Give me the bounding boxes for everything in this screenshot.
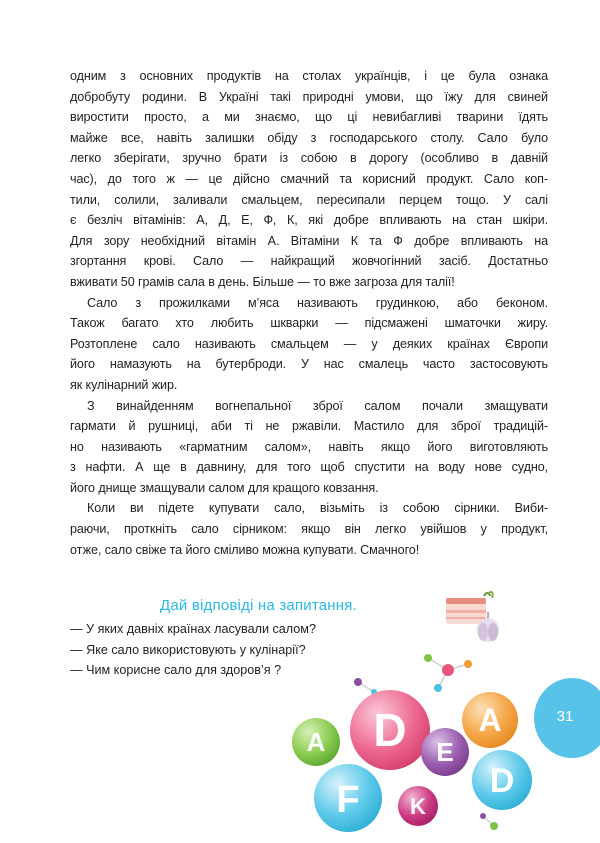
vitamin-f-bubble xyxy=(314,764,382,832)
text-line: одним з основних продуктів на столах українців, і це була ознака xyxy=(70,69,548,83)
vitamin-k-bubble xyxy=(398,786,438,826)
question-item: — Чим корисне сало для здоров’я ? xyxy=(70,663,282,678)
text-line: отже, сало свіже та його сміливо можна купувати. Смачного! xyxy=(70,542,420,557)
vitamin-letter: F xyxy=(336,779,360,821)
text-line: раючи, проткніть сало сірником: якщо він легко увійшов у продукт, xyxy=(70,522,548,537)
text-line: вживати 50 грамів сала в день. Більше — то вже загроза для талії! xyxy=(70,274,455,289)
vitamin-d-bubble xyxy=(350,690,430,770)
text-line: його днище змащували салом для кращого ковзання. xyxy=(70,480,379,495)
text-line: час), до того ж — це дійсно смачний та корисний продукт. Сало коп- xyxy=(70,171,548,186)
text-line: з нафти. А ще в давнину, для того щоб спустити на воду нове судно, xyxy=(70,460,548,475)
text-line: Також багато хто любить шкварки — підсмажені шматочки жиру. xyxy=(70,316,548,331)
text-line: згортання крові. Сало — найкращий жовчогінний засіб. Достатньо xyxy=(70,254,548,269)
text-line: Для зору необхідний вітамін А. Вітаміни К та Ф добре впливають на xyxy=(70,233,548,248)
vitamin-a-bubble xyxy=(292,718,340,766)
text-line: тили, солили, заливали смальцем, пересипали перцем тощо. У салі xyxy=(70,192,548,207)
text-line: Сало з прожилками м’яса називають грудинкою, або беконом. xyxy=(87,295,548,310)
text-line: добробуту родини. В Україні такі природні умови, що їжу для свиней xyxy=(70,89,548,104)
text-line: як кулінарний жир. xyxy=(70,377,178,392)
salo-slice-icon xyxy=(446,598,486,624)
text-line: є безліч вітамінів: А, Д, Е, Ф, К, які добре впливають на стан шкіри. xyxy=(70,213,548,228)
vitamin-letter: K xyxy=(410,794,426,819)
salo-garlic-illustration xyxy=(442,590,502,646)
vitamin-bubbles-illustration xyxy=(278,640,538,843)
vitamin-letter: D xyxy=(373,704,407,756)
question-item: — Яке сало використовують у кулінарії? xyxy=(70,642,306,657)
text-line: З винайденням вогнепальної зброї салом почали змащувати xyxy=(87,398,548,413)
vitamin-a-bubble xyxy=(462,692,518,748)
page-number: 31 xyxy=(556,708,574,725)
text-line: його намазують на бутерброди. У нас смалець часто застосовують xyxy=(70,357,548,372)
text-line: майже все, навіть залишки обіду з господарського столу. Сало було xyxy=(70,130,548,145)
vitamin-letter: D xyxy=(489,762,515,800)
text-line: Розтоплене сало називають смальцем — у деяких країнах Європи xyxy=(70,336,548,351)
vitamin-d-bubble xyxy=(472,750,532,810)
text-line: гармати й рушниці, аби ті не ржавіли. Мастило для зброї традицій- xyxy=(70,419,548,434)
question-item: — У яких давніх країнах ласували салом? xyxy=(70,622,316,636)
vitamin-letter: A xyxy=(478,702,502,738)
text-line: Коли ви підете купувати сало, візьміть із собою сірники. Виби- xyxy=(87,501,548,516)
article-body xyxy=(70,66,548,560)
vitamin-e-bubble xyxy=(421,728,469,776)
text-line: виростити просто, а ми знаємо, що ці невибагливі тварини їдять xyxy=(70,110,548,125)
text-line: но називають «гарматним салом», навіть якщо його виготовляють xyxy=(70,439,548,454)
vitamin-letter: E xyxy=(436,737,454,767)
vitamin-letter: A xyxy=(306,727,326,757)
questions-heading: Дай відповіді на запитання. xyxy=(160,597,357,614)
text-line: легко зберігати, зручно брати із собою в дорогу (особливо в давній xyxy=(70,151,548,166)
